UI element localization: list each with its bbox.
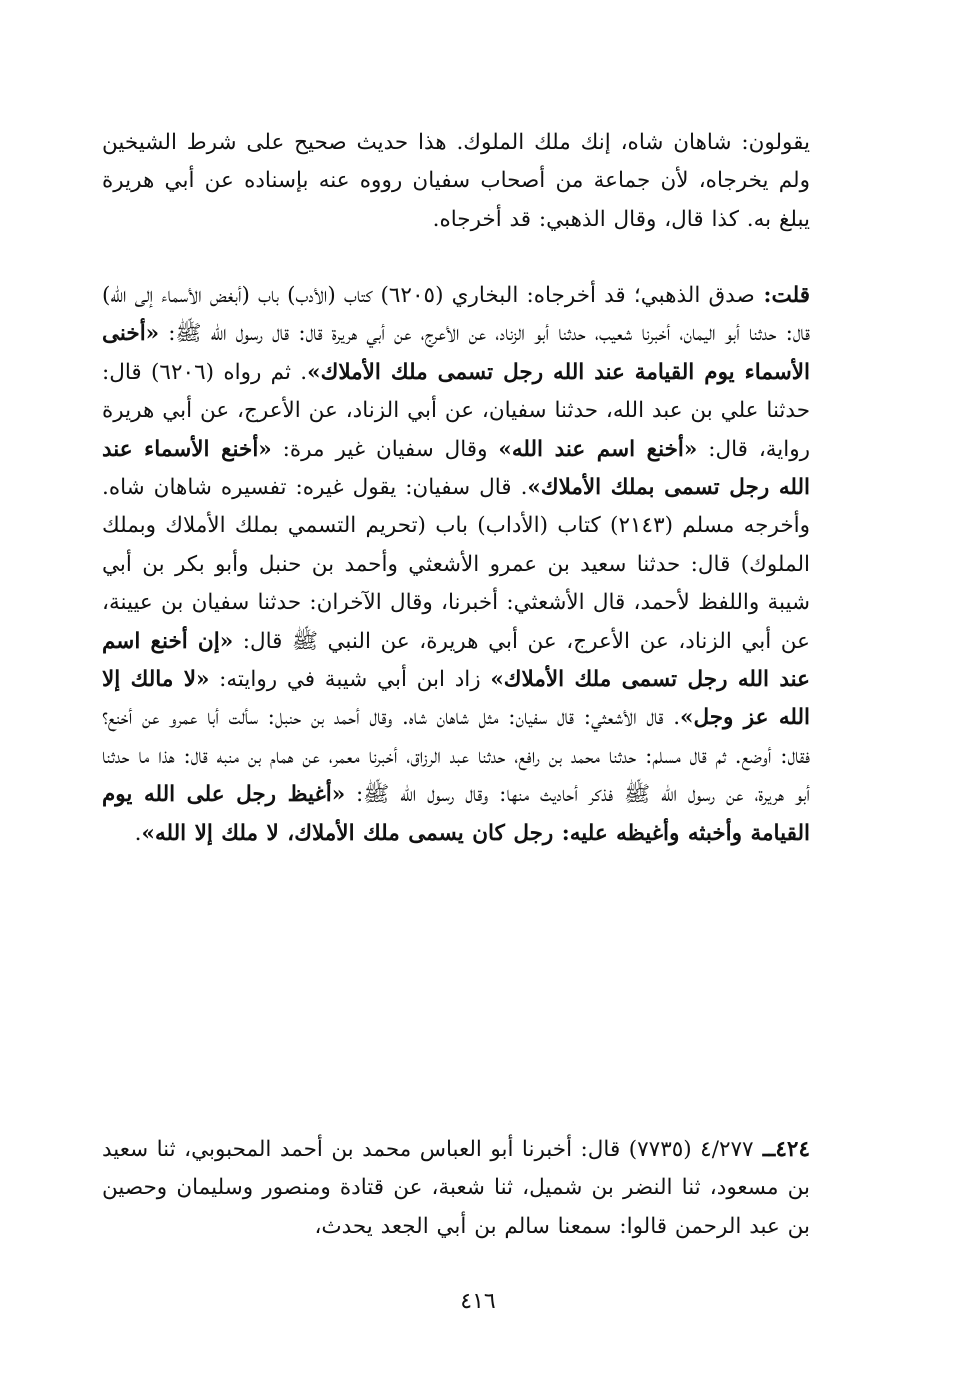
text-run: يقولون: شاهان شاه، إنك ملك الملوك. هذا حديث صحيح على شرط الشيخين ولم يخرجاه، لأن جماعة من أصحاب سفيان رووه عنه بإسناده عن أبي هريرة يبلغ به. كذا قال، وقال الذهبي: قد أخرجاه. [102,130,810,232]
text-run: وقال سفيان غير مرة: [271,436,499,462]
page-number: ٤١٦ [460,1289,496,1314]
text-run: صدق الذهبي؛ قد أخرجاه: البخاري (٦٢٠٥) كتاب (الأدب) باب (أبغض الأسماء إلى الله) قال: حدثنا أبو اليمان، أخبرنا شعيب، حدثنا أبو الزناد، عن الأعرج، عن أبي هريرة قال: قال رسول الله ﷺ: [102,283,810,347]
hadith-number: ٤٢٤ــ [753,1137,810,1162]
hadith-quote: «أخنع اسم عند الله» [498,436,698,462]
text-run: . [134,820,142,846]
text-run: . قال سفيان: يقول غيره: تفسيره شاهان شاه. وأخرجه مسلم (٢١٤٣) كتاب (الأداب) باب (تحريم التسمي بملك الأملاك وبملك الملوك) قال: حدثنا سعيد بن عمرو الأشعثي وأحمد بن حنبل وأبو بكر بن أبي شيبة واللفظ لأحمد، قال الأشعثي: أخبرنا، وقال الآخران: حدثنا سفيان بن عيينة، عن أبي الزناد، عن الأعرج، عن أبي هريرة، عن النبي ﷺ قال: [102,475,811,654]
paragraph-continuation [102,124,810,239]
paragraph-text [102,277,810,853]
paragraph-text [102,124,810,239]
paragraph-text [102,1131,810,1246]
commentary-label: قلت: [754,283,810,308]
paragraph-commentary [102,277,810,853]
hadith-quote: «أخنى الأسماء يوم القيامة عند الله رجل تسمى ملك الأملاك» [102,321,810,385]
paragraph-hadith-entry [102,1131,810,1246]
text-run: ٤/٢٧٧ (٧٧٣٥) قال: أخبرنا أبو العباس محمد بن أحمد المحبوبي، ثنا سعيد بن مسعود، ثنا النضر بن شميل، ثنا شعبة، عن قتادة ومنصور وسليمان وحصين بن عبد الرحمن قالوا: سمعنا سالم بن أبي الجعد يحدث، [102,1137,810,1239]
hadith-quote: «أخنع الأسماء عند الله رجل تسمى بملك الأملاك» [102,436,811,501]
hadith-quote: «إن أخنع اسم عند الله رجل تسمى ملك الأملاك» [102,628,810,693]
text-run: زاد ابن أبي شيبة في روايته: [209,667,491,693]
hadith-quote: «لا مالك إلا الله عز وجل» [102,667,810,731]
text-run: . قال الأشعثي: قال سفيان: مثل شاهان شاه. وقال أحمد بن حنبل: سألت أبا عمرو عن أخنع؟ فقال: أوضع. ثم قال مسلم: حدثنا محمد بن رافع، حدثنا عبد الرزاق، أخبرنا معمر، عن همام بن منبه قال: هذا ما حدثنا أبو هريرة، عن رسول الله ﷺ فذكر أحاديث منها: وقال رسول الله ﷺ: [102,705,810,808]
hadith-quote: «أغيظ رجل على الله يوم القيامة وأخبثه وأغيظه عليه: رجل كان يسمى ملك الأملاك، لا ملك إلا الله» [102,782,810,846]
text-run: . ثم رواه (٦٢٠٦) قال: حدثنا علي بن عبد الله، حدثنا سفيان، عن أبي الزناد، عن الأعرج، عن أبي هريرة رواية، قال: [102,359,811,462]
